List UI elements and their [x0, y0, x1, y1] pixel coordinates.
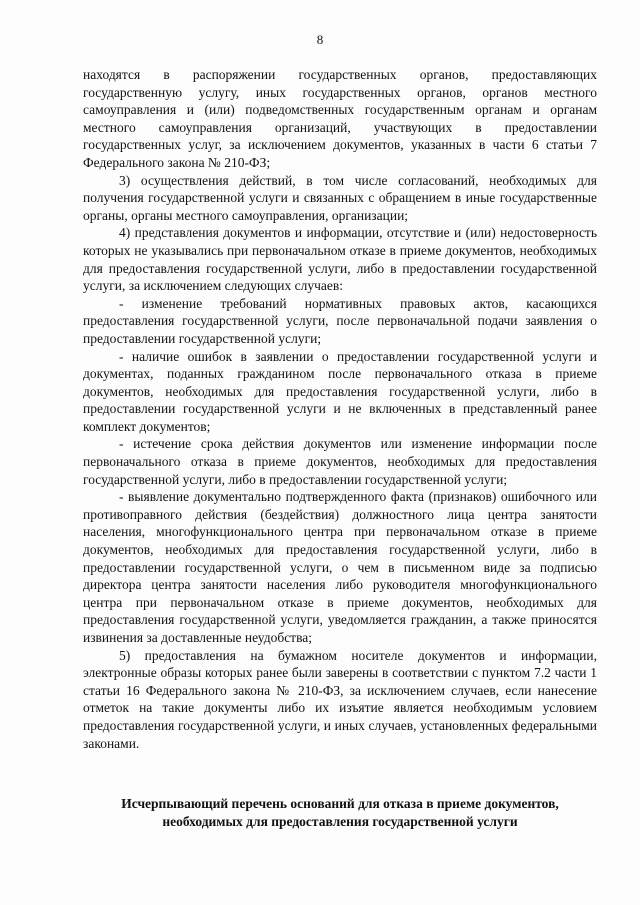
paragraph-subitem-document-expiry: - истечение срока действия документов или изменение информации после первоначального отказа в приеме документов, необходимых для предоставления государственной услуги, либо в предоставлении государственной услуги;	[83, 436, 597, 487]
section-heading	[83, 795, 597, 830]
paragraph-item-3: 3) осуществления действий, в том числе согласований, необходимых для получения государственной услуги и связанных с обращением в иные государственные органы, органы местного самоуправления, организации;	[83, 172, 597, 223]
paragraph-subitem-official-error: - выявление документально подтвержденного факта (признаков) ошибочного или противоправного действия (бездействия) должностного лица центра занятости населения, многофункционального центра при первоначальном отказе в приеме документов, необходимых для предоставления государственной услуги, либо в предоставлении государственной услуги, о чем в письменном виде за подписью директора центра занятости населения либо руководителя многофункционального центра при первоначальном отказе в приеме документов, необходимых для предоставления государственной услуги, уведомляется гражданин, а также приносятся извинения за доставленные неудобства;	[83, 489, 597, 645]
paragraph-continuation: находятся в распоряжении государственных органов, предоставляющих государственную услугу, иных государственных органов, органов местного самоуправления и (или) подведомственных государственным органам и органам местного самоуправления организаций, участвующих в предоставлении государственных услуг, за исключением документов, указанных в части 6 статьи 7 Федерального закона № 210-ФЗ;	[83, 67, 597, 170]
paragraph-item-4: 4) представления документов и информации, отсутствие и (или) недостоверность которых не указывались при первоначальном отказе в приеме документов, необходимых для предоставления государственной услуги, либо в предоставлении государственной услуги, за исключением следующих случаев:	[83, 225, 597, 294]
paragraph-item-5: 5) предоставления на бумажном носителе документов и информации, электронные образы которых ранее были заверены в соответствии с пунктом 7.2 части 1 статьи 16 Федерального закона № 210-ФЗ, за исключением случаев, если нанесение отметок на такие документы либо их изъятие является необходимым условием предоставления государственной услуги, и иных случаев, установленных федеральными законами.	[83, 647, 597, 751]
document-body	[83, 66, 597, 752]
page-number: 8	[316, 32, 324, 47]
paragraph-subitem-application-errors: - наличие ошибок в заявлении о предоставлении государственной услуги и документах, поданных гражданином после первоначального отказа в приеме документов, необходимых для предоставления государственной услуги, либо в предоставлении государственной услуги и не включенных в представленный ранее комплект документов;	[83, 348, 597, 434]
paragraph-subitem-requirements-change: - изменение требований нормативных правовых актов, касающихся предоставления государственной услуги, после первоначальной подачи заявления о предоставлении государственной услуги;	[83, 295, 597, 346]
section-heading-line-2: необходимых для предоставления государственной услуги	[162, 813, 518, 829]
section-heading-line-1: Исчерпывающий перечень оснований для отказа в приеме документов,	[121, 796, 559, 811]
